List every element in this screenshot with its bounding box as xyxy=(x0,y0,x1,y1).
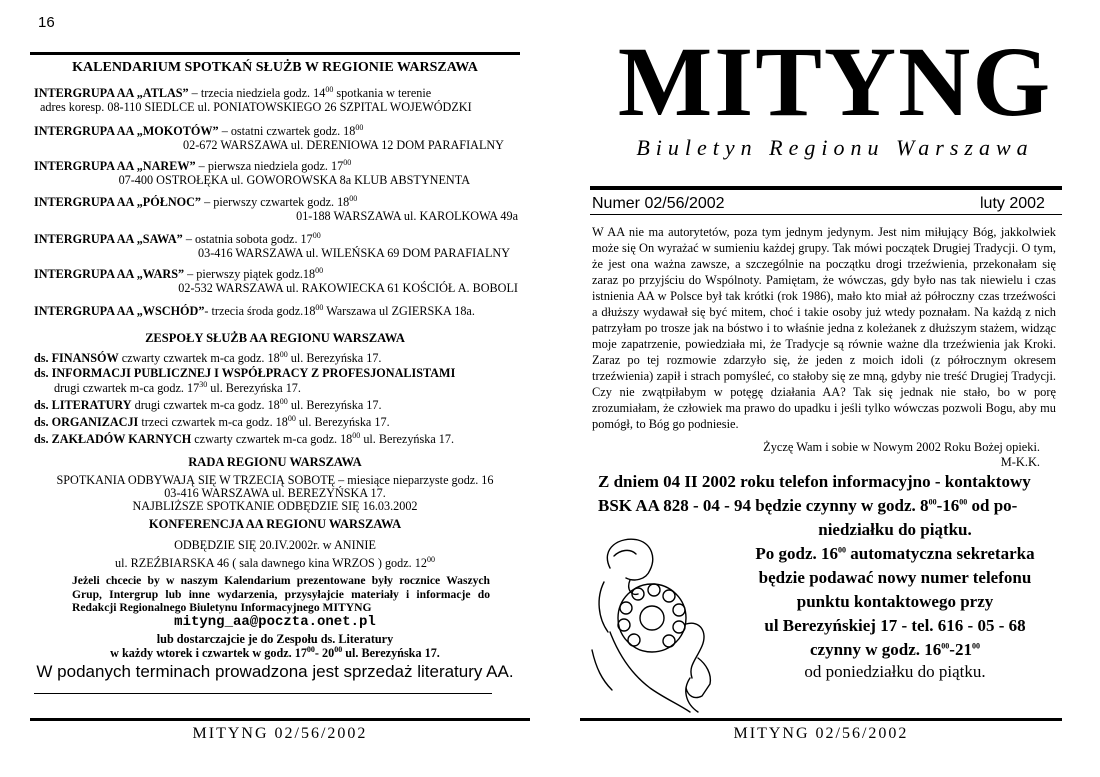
notice-line-4: Po godz. $16^{00}$ automatyczna sekretarka xyxy=(755,544,1035,563)
greeting: Życzę Wam i sobie w Nowym 2002 Roku Bożej opieki. M-K.K. xyxy=(592,440,1040,470)
closing-note: W podanych terminach prowadzona jest sprzedaż literatury AA. xyxy=(36,662,514,681)
group-wschod: INTERGRUPA AA „WSCHÓD”- trzecia środa $godz.18^{00}$ Warszawa ul ZGIERSKA 18a. xyxy=(34,302,475,318)
deliver-line-2: w każdy wtorek i czwartek w godz. $17^{00}-$ $20^{00}$ ul. Berezyńska 17. xyxy=(110,644,440,660)
notice-line-1: Z dniem 04 II 2002 roku telefon informacyjno - kontaktowy xyxy=(598,472,1031,491)
team-informacja-time: drugi czwartek m-ca godz. $17^{30}$ ul. Berezyńska 17. xyxy=(54,379,301,395)
group-polnoc: INTERGRUPA AA „PÓŁNOC” – pierwszy czwartek godz. $18^{00}$ 01-188 WARSZAWA ul. KAROLKOWA 49a xyxy=(34,193,518,223)
conference-line-2: ul. RZEŹBIARSKA 46 ( sala dawnego kina WRZOS ) godz. $12^{00}$ xyxy=(115,554,435,570)
notice-line-9: od poniedziałku do piątku. xyxy=(804,662,986,681)
notice-line-3: niedziałku do piątku. xyxy=(818,520,972,539)
issue-number: Numer 02/56/2002 xyxy=(592,195,725,212)
council-line-1: SPOTKANIA ODBYWAJĄ SIĘ W TRZECIĄ SOBOTĘ – miesiące nieparzyste godz. 16 xyxy=(56,473,494,487)
footer-left: MITYNG 02/56/2002 xyxy=(192,725,368,742)
group-sawa: INTERGRUPA AA „SAWA” – ostatnia sobota godz. $17^{00}$ 03-416 WARSZAWA ul. WILEŃSKA 69 DOM PARAFIALNY xyxy=(34,230,510,260)
team-zaklady-karne: ds. ZAKŁADÓW KARNYCH czwarty czwartek m-ca godz. $18^{00}$ ul. Berezyńska 17. xyxy=(34,430,455,446)
notice-line-5: będzie podawać nowy numer telefonu xyxy=(758,568,1032,587)
invite-text: Jeżeli chcecie by w naszym Kalendarium prezentowane były rocznice Waszych Grup, Intergrup lub inne wydarzenia, przysyłajcie materiały i informacje do Redakcji Regionalnego Biuletynu Informacyjnego MITYNG xyxy=(72,574,490,614)
bottom-rule-left xyxy=(30,718,530,721)
council-line-3: NAJBLIŻSZE SPOTKANIE ODBĘDZIE SIĘ 16.03.2002 xyxy=(132,499,418,513)
team-literatura: ds. LITERATURY drugi czwartek m-ca godz. $18^{00}$ ul. Berezyńska 17. xyxy=(34,396,382,412)
issue-rule xyxy=(590,214,1062,215)
notice-line-6: punktu kontaktowego przy xyxy=(796,592,994,611)
issue-month: luty 2002 xyxy=(980,195,1045,212)
deliver-line-1: lub dostarczajcie je do Zespołu ds. Literatury xyxy=(156,632,394,646)
email-address[interactable]: mityng_aa@poczta.onet.pl xyxy=(174,614,376,630)
conference-line-1: ODBĘDZIE SIĘ 20.IV.2002r. w ANINIE xyxy=(174,538,376,552)
notice-line-7: ul Berezyńskiej 17 - tel. 616 - 05 - 68 xyxy=(764,616,1026,635)
group-atlas: INTERGRUPA AA „ATLAS” – trzecia niedziela godz. $14^{00}$ spotkania w terenie adres koresp. 08-110 SIEDLCE ul. PONIATOWSKIEGO 26 SZPITAL WOJEWÓDZKI xyxy=(34,84,472,114)
team-finanse: ds. FINANSÓW czwarty czwartek m-ca godz. $18^{00}$ ul. Berezyńska 17. xyxy=(34,349,382,365)
closing-rule xyxy=(34,693,492,694)
team-organizacja: ds. ORGANIZACJI trzeci czwartek m-ca godz. $18^{00}$ ul. Berezyńska 17. xyxy=(34,413,390,429)
teams-title: ZESPOŁY SŁUŻB AA REGIONU WARSZAWA xyxy=(145,331,405,345)
calendar-title: KALENDARIUM SPOTKAŃ SŁUŻB W REGIONIE WARSZAWA xyxy=(72,60,478,75)
bottom-rule-right xyxy=(580,718,1062,721)
masthead-subtitle: Biuletyn Regionu Warszawa xyxy=(636,135,1034,160)
group-wars: INTERGRUPA AA „WARS” – pierwszy piątek $godz.18^{00}$ 02-532 WARSZAWA ul. RAKOWIECKA 61 KOŚCIÓŁ A. BOBOLI xyxy=(34,265,518,295)
top-rule-left xyxy=(30,52,520,55)
signature: M-K.K. xyxy=(1000,455,1040,469)
footer-right: MITYNG 02/56/2002 xyxy=(733,725,909,742)
team-informacja: ds. INFORMACJI PUBLICZNEJ I WSPÓŁPRACY Z PROFESJONALISTAMI xyxy=(34,366,456,380)
telephone-illustration xyxy=(590,528,720,718)
article-text: W AA nie ma autorytetów, poza tym jednym jedynym. Jest nim miłujący Bóg, jakkolwiek może się On wyrażać w sumieniu każdej grupy. Tak mówi początek Drugiej Tradycji. O tym, że jest ona ważna zawsze, a szczególnie na początku drogi trzeźwienia, przekonałam się zaraz po przyjściu do Wspólnoty. Pamiętam, że wówczas, gdy było nas tak niewielu i czas istnienia AA w Polsce był tak krótki (rok 1986), mało kto miał aż półroczny czas trzeźwości a dłuższy wydawał się być mitem, choć i takie osoby już wtedy poznałam. Na każdą z nich patrzyłam po trosze jak na bóstwo i to właśnie jedna z koleżanek z dłuższym stażem, widząc moje zapatrzenie, powiedziała mi, że Tradycje są równie ważne dla trzeźwienia jak Kroki. Zaraz po tej rozmowie zdarzyło się, że jeden z moich idoli (z półrocznym okresem trzeźwienia) zapił i strach pomyśleć, co stałoby się ze mną, gdyby nie treść Drugiej Tradycji. Czy nie zwątpiłabym w potęgę działania AA? Tak się jednak nie stało, bo w porę zrozumiałam, że człowiek ma prawo do upadku i jeśli tylko wówczas pozwoli Bogu, aby mu pomógł, to Bóg go podniesie. xyxy=(592,225,1056,431)
notice-line-2: BSK AA 828 - 04 - 94 będzie czynny w godz. $8^{00}-16^{00}$ od po- xyxy=(598,496,1018,515)
council-title: RADA REGIONU WARSZAWA xyxy=(188,455,362,469)
council-line-2: 03-416 WARSZAWA ul. BEREZYŃSKA 17. xyxy=(164,486,386,500)
notice-line-8: czynny w godz. $16^{00}-21^{00}$ xyxy=(810,640,980,659)
masthead-title: MITYNG xyxy=(617,26,1053,137)
header-rule xyxy=(590,186,1062,190)
page-number: 16 xyxy=(38,14,55,31)
group-narew: INTERGRUPA AA „NAREW” – pierwsza niedziela godz. $17^{00}$ 07-400 OSTROŁĘKA ul. GOWOROWSKA 8a KLUB ABSTYNENTA xyxy=(34,157,470,187)
conference-title: KONFERENCJA AA REGIONU WARSZAWA xyxy=(148,517,402,531)
group-mokotow: INTERGRUPA AA „MOKOTÓW” – ostatni czwartek godz. $18^{00}$ 02-672 WARSZAWA ul. DERENIOWA 12 DOM PARAFIALNY xyxy=(34,122,504,152)
